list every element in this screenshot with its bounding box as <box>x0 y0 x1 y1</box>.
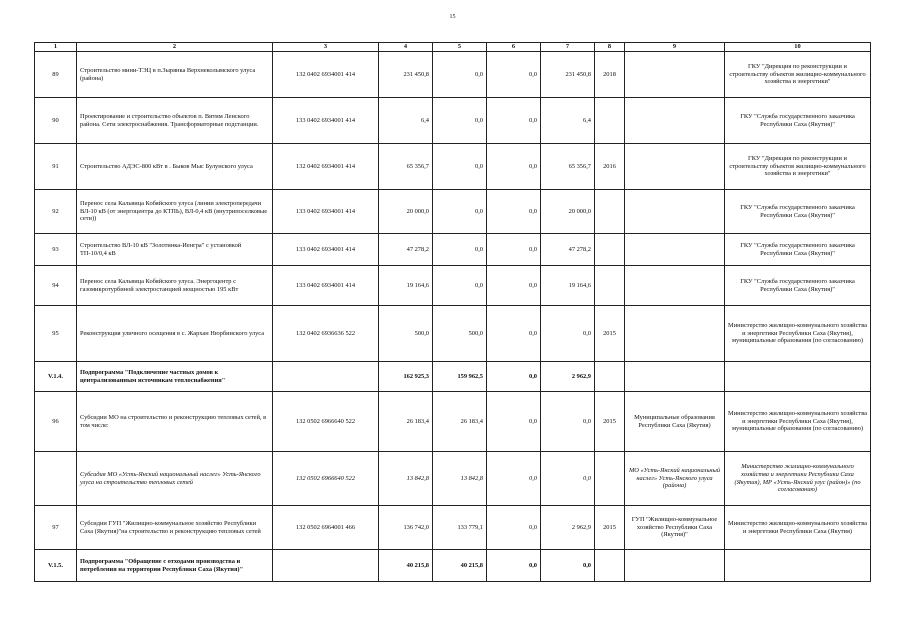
row-value-6: 0,0 <box>487 452 541 506</box>
row-code: 133 0402 6934001 414 <box>273 190 379 234</box>
row-year <box>595 452 625 506</box>
table-row <box>35 144 871 190</box>
row-year <box>595 190 625 234</box>
row-year: 2016 <box>595 144 625 190</box>
row-name: Перенос села Кальвица Кобяйского улуса. Энергоцентр с газомикротурбиной электростанцией мощностью 195 кВт <box>77 266 273 306</box>
row-year <box>595 362 625 392</box>
row-value-7: 0,0 <box>541 306 595 362</box>
row-value-6: 0,0 <box>487 234 541 266</box>
row-number: 92 <box>35 190 77 234</box>
row-number: 97 <box>35 506 77 550</box>
row-executor <box>725 550 871 582</box>
row-total: 65 356,7 <box>379 144 433 190</box>
column-header-6: 6 <box>487 43 541 52</box>
row-name: Субсидии ГУП "Жилищно-коммунальное хозяйство Республики Саха (Якутия)"на строительство и реконструкцию тепловых сетей <box>77 506 273 550</box>
row-recipient <box>625 234 725 266</box>
column-header-2: 2 <box>77 43 273 52</box>
row-number: V.1.5. <box>35 550 77 582</box>
row-name: Подпрограмма "Подключение частных домов к централизованным источникам теплоснабжения" <box>77 362 273 392</box>
row-code: 132 0402 6934001 414 <box>273 52 379 98</box>
row-value-7: 20 000,0 <box>541 190 595 234</box>
row-value-6: 0,0 <box>487 550 541 582</box>
row-recipient <box>625 306 725 362</box>
table-row <box>35 190 871 234</box>
row-executor: Министерство жилищно-коммунального хозяйства и энергетики Республики Саха (Якутия), муниципальные образования (по согласованию) <box>725 392 871 452</box>
row-value-6: 0,0 <box>487 306 541 362</box>
table-row <box>35 234 871 266</box>
row-value-6: 0,0 <box>487 506 541 550</box>
row-code: 132 0402 6934001 414 <box>273 144 379 190</box>
row-total: 13 842,8 <box>379 452 433 506</box>
row-number: 94 <box>35 266 77 306</box>
table-row <box>35 452 871 506</box>
column-header-5: 5 <box>433 43 487 52</box>
row-value-5: 26 183,4 <box>433 392 487 452</box>
row-number: 91 <box>35 144 77 190</box>
row-executor: ГКУ "Служба государственного заказчика Республики Саха (Якутия)" <box>725 190 871 234</box>
row-year <box>595 266 625 306</box>
row-year <box>595 98 625 144</box>
row-executor: Министерство жилищно-коммунального хозяйства и энергетики Республики Саха (Якутия), МР «Усть-Янский улус (район)» (по согласованию) <box>725 452 871 506</box>
table-row <box>35 306 871 362</box>
row-code: 132 0502 6966640 522 <box>273 392 379 452</box>
row-value-7: 65 356,7 <box>541 144 595 190</box>
row-name: Проектирование и строительство объектов п. Витим Ленского района. Сети электроснабжения. Трансформаторные подстанции. <box>77 98 273 144</box>
row-year: 2015 <box>595 506 625 550</box>
row-total: 40 215,8 <box>379 550 433 582</box>
row-code: 133 0402 6934001 414 <box>273 266 379 306</box>
column-header-10: 10 <box>725 43 871 52</box>
row-value-6: 0,0 <box>487 392 541 452</box>
column-header-7: 7 <box>541 43 595 52</box>
row-recipient <box>625 550 725 582</box>
row-executor: ГКУ "Служба государственного заказчика Республики Саха (Якутия)" <box>725 266 871 306</box>
row-code: 132 0402 6936636 522 <box>273 306 379 362</box>
row-name: Реконструкция уличного осещения в с. Жархан Нюрбинского улуса <box>77 306 273 362</box>
row-executor: ГКУ "Служба государственного заказчика Республики Саха (Якутия)" <box>725 234 871 266</box>
row-value-5: 40 215,8 <box>433 550 487 582</box>
table-row <box>35 506 871 550</box>
row-value-6: 0,0 <box>487 98 541 144</box>
row-value-5: 0,0 <box>433 52 487 98</box>
row-code: 132 0502 6966640 522 <box>273 452 379 506</box>
row-recipient: ГУП "Жилищно-коммунальное хозяйство Республики Саха (Якутия)" <box>625 506 725 550</box>
column-header-4: 4 <box>379 43 433 52</box>
row-recipient <box>625 266 725 306</box>
row-total: 26 183,4 <box>379 392 433 452</box>
table-row <box>35 266 871 306</box>
row-recipient: Муниципальные образования Республики Саха (Якутия) <box>625 392 725 452</box>
row-value-5: 13 842,8 <box>433 452 487 506</box>
row-name: Строительство ВЛ-10 кВ "Золотинка-Иенгра" с установкой ТП-10/0,4 кВ <box>77 234 273 266</box>
row-total: 47 278,2 <box>379 234 433 266</box>
row-value-7: 0,0 <box>541 452 595 506</box>
program-table <box>34 42 871 582</box>
row-number: 93 <box>35 234 77 266</box>
row-code: 133 0402 6934001 414 <box>273 234 379 266</box>
row-value-7: 231 450,8 <box>541 52 595 98</box>
column-header-8: 8 <box>595 43 625 52</box>
row-number: 95 <box>35 306 77 362</box>
column-header-9: 9 <box>625 43 725 52</box>
table-row <box>35 98 871 144</box>
row-total: 19 164,6 <box>379 266 433 306</box>
row-year: 2018 <box>595 52 625 98</box>
row-year <box>595 550 625 582</box>
row-total: 6,4 <box>379 98 433 144</box>
row-value-7: 2 962,9 <box>541 362 595 392</box>
row-executor <box>725 362 871 392</box>
table-row <box>35 392 871 452</box>
row-value-5: 133 779,1 <box>433 506 487 550</box>
row-executor: ГКУ "Дирекция по реконструкции и строительству объектов жилищно-коммунального хозяйства и энергетики" <box>725 52 871 98</box>
row-executor: ГКУ "Служба государственного заказчика Республики Саха (Якутия)" <box>725 98 871 144</box>
table-row <box>35 362 871 392</box>
table-row <box>35 52 871 98</box>
row-recipient <box>625 144 725 190</box>
row-name: Строительство мини-ТЭЦ в п.Зырянка Верхнеколымского улуса (района) <box>77 52 273 98</box>
row-value-5: 0,0 <box>433 98 487 144</box>
row-value-5: 0,0 <box>433 266 487 306</box>
row-recipient <box>625 98 725 144</box>
row-recipient <box>625 52 725 98</box>
row-year <box>595 234 625 266</box>
page-number: 15 <box>449 14 456 20</box>
row-value-5: 0,0 <box>433 190 487 234</box>
row-value-6: 0,0 <box>487 266 541 306</box>
row-value-6: 0,0 <box>487 52 541 98</box>
row-executor: ГКУ "Дирекция по реконструкции и строительству объектов жилищно-коммунального хозяйства и энергетики" <box>725 144 871 190</box>
row-value-6: 0,0 <box>487 362 541 392</box>
row-name: Субсидия МО «Усть-Янский национальный наслег» Усть-Янского улуса на строительство тепловых сетей <box>77 452 273 506</box>
row-total: 136 742,0 <box>379 506 433 550</box>
row-value-5: 500,0 <box>433 306 487 362</box>
row-number <box>35 452 77 506</box>
row-executor: Министерство жилищно-коммунального хозяйства и энергетики Республики Саха (Якутия) <box>725 506 871 550</box>
row-code: 132 0502 6964001 466 <box>273 506 379 550</box>
row-name: Строительство АДЭС-800 кВт в . Быков Мыс Булунского улуса <box>77 144 273 190</box>
row-total: 20 000,0 <box>379 190 433 234</box>
row-code <box>273 550 379 582</box>
row-number: 89 <box>35 52 77 98</box>
row-recipient: МО «Усть-Янский национальный наслег» Усть-Янского улуса (района) <box>625 452 725 506</box>
row-total: 500,0 <box>379 306 433 362</box>
row-number: 90 <box>35 98 77 144</box>
row-value-6: 0,0 <box>487 190 541 234</box>
column-header-3: 3 <box>273 43 379 52</box>
row-number: 96 <box>35 392 77 452</box>
table-row <box>35 550 871 582</box>
row-code <box>273 362 379 392</box>
table-body <box>35 52 871 582</box>
row-executor: Министерство жилищно-коммунального хозяйства и энергетики Республики Саха (Якутия), муниципальные образования (по согласованию) <box>725 306 871 362</box>
row-name: Перенос села Кальвица Кобяйского улуса (линии электропередачи ВЛ-10 кВ (от энергоцентра до КТПЬ), ВЛ-0,4 кВ (внутрипоселковые сети)) <box>77 190 273 234</box>
row-year: 2015 <box>595 392 625 452</box>
row-value-5: 0,0 <box>433 144 487 190</box>
row-value-7: 47 278,2 <box>541 234 595 266</box>
row-value-6: 0,0 <box>487 144 541 190</box>
row-value-7: 0,0 <box>541 550 595 582</box>
row-value-7: 2 962,9 <box>541 506 595 550</box>
row-value-7: 0,0 <box>541 392 595 452</box>
header-row <box>35 43 871 52</box>
row-recipient <box>625 362 725 392</box>
row-code: 133 0402 6934001 414 <box>273 98 379 144</box>
row-value-5: 0,0 <box>433 234 487 266</box>
row-year: 2015 <box>595 306 625 362</box>
row-total: 231 450,8 <box>379 52 433 98</box>
row-value-7: 6,4 <box>541 98 595 144</box>
row-recipient <box>625 190 725 234</box>
row-value-5: 159 962,5 <box>433 362 487 392</box>
column-header-1: 1 <box>35 43 77 52</box>
row-name: Подпрограмма "Обращение с отходами производства и потребления на территории Республики Саха (Якутия)" <box>77 550 273 582</box>
row-number: V.1.4. <box>35 362 77 392</box>
row-total: 162 925,3 <box>379 362 433 392</box>
row-name: Субсидии МО на строительство и реконструкцию тепловых сетей, в том числе: <box>77 392 273 452</box>
row-value-7: 19 164,6 <box>541 266 595 306</box>
